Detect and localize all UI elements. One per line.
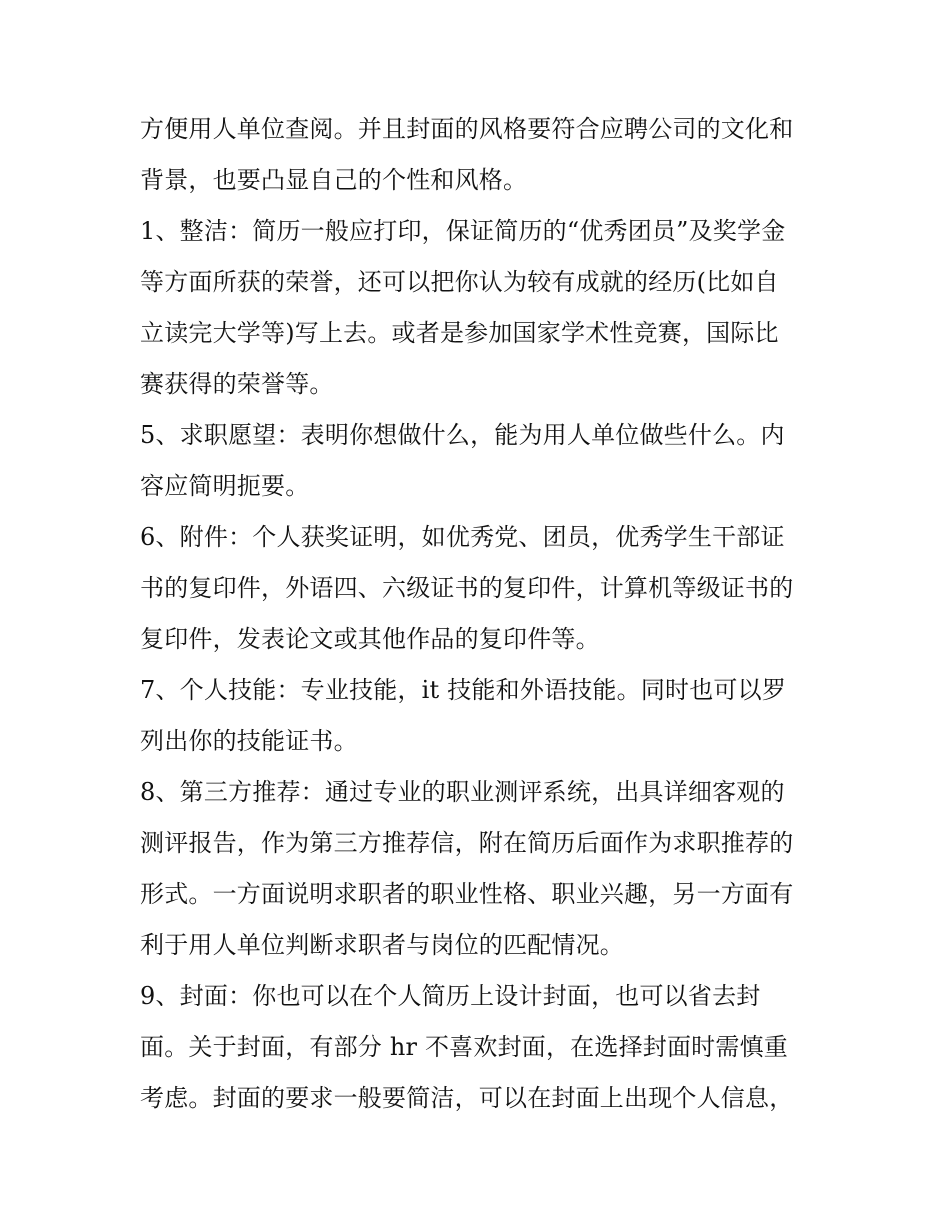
text-line: 背景，也要凸显自己的个性和风格。: [140, 166, 528, 194]
text-line: 8、第三方推荐：通过专业的职业测评系统，出具详细客观的: [140, 778, 785, 806]
text-line: 容应简明扼要。: [140, 472, 310, 500]
text-line: 6、附件：个人获奖证明，如优秀党、团员，优秀学生干部证: [140, 523, 785, 551]
text-line: 列出你的技能证书。: [140, 727, 358, 755]
text-line: 书的复印件，外语四、六级证书的复印件，计算机等级证书的: [140, 574, 794, 602]
document-body: [140, 104, 820, 1124]
text-line: 立读完大学等)写上去。或者是参加国家学术性竞赛，国际比: [140, 319, 779, 347]
text-line: 9、封面：你也可以在个人简历上设计封面，也可以省去封: [140, 982, 761, 1010]
text-line: 方便用人单位查阅。并且封面的风格要符合应聘公司的文化和: [140, 115, 794, 143]
text-line: 形式。一方面说明求职者的职业性格、职业兴趣，另一方面有: [140, 880, 794, 908]
text-line: 1、整洁：简历一般应打印，保证简历的“优秀团员”及奖学金: [140, 217, 786, 245]
text-line: 面。关于封面，有部分 hr 不喜欢封面，在选择封面时需慎重: [140, 1033, 788, 1061]
text-line: 7、个人技能：专业技能，it 技能和外语技能。同时也可以罗: [140, 676, 787, 704]
text-line: 5、求职愿望：表明你想做什么，能为用人单位做些什么。内: [140, 421, 785, 449]
text-line: 等方面所获的荣誉，还可以把你认为较有成就的经历(比如自: [140, 268, 779, 296]
text-line: 复印件，发表论文或其他作品的复印件等。: [140, 625, 600, 653]
text-line: 测评报告，作为第三方推荐信，附在简历后面作为求职推荐的: [140, 829, 794, 857]
text-line: 考虑。封面的要求一般要简洁，可以在封面上出现个人信息，: [140, 1084, 794, 1112]
text-line: 赛获得的荣誉等。: [140, 370, 334, 398]
text-line: 利于用人单位判断求职者与岗位的匹配情况。: [140, 931, 624, 959]
